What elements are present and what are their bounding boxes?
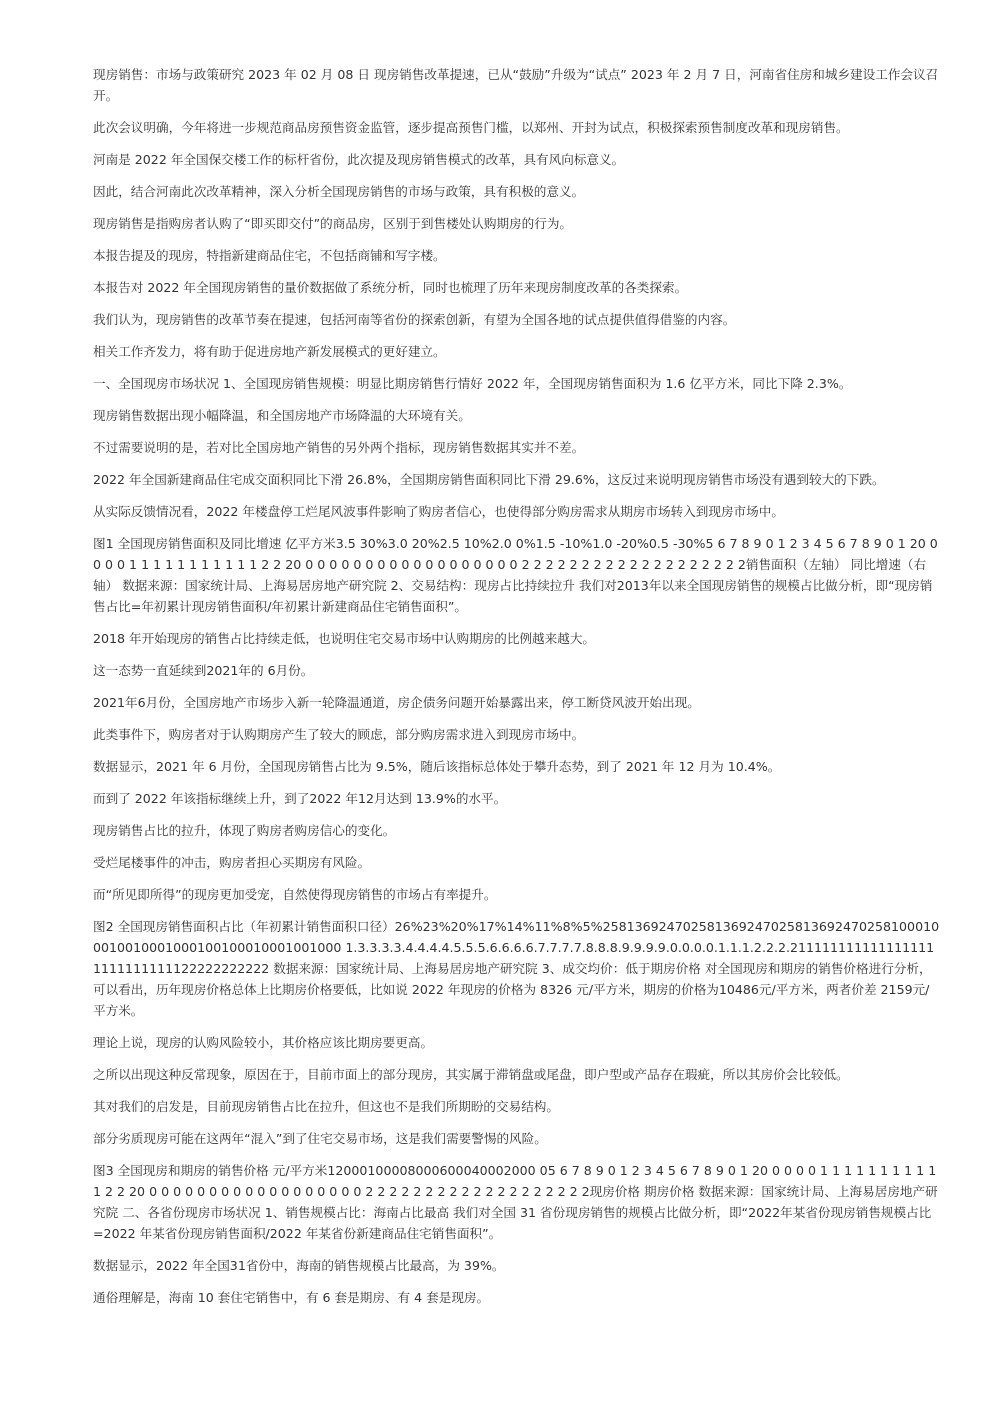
paragraph-20: 数据显示，2021 年 6 月份，全国现房销售占比为 9.5%，随后该指标总体处于攀升态势，到了 2021 年 12 月为 10.4%。 (93, 759, 781, 774)
figure-3-text: 图3 全国现房和期房的销售价格 元/平方米12000100008000600040002000 05 6 7 8 9 0 1 2 3 4 5 6 7 8 9 0 1 20 0 0 0 0 1 1 1 1 1 1 1 1 1 1 1 2 2 20 0 0 0 0 0 0 0 0 0 0 0 0 0 0 0 0 0 0 2 2 2 2 2 2 2 2 2 2 2 2 2 2 2 2 2 2 2现房价格 期房价格 数据来源：国家统计局、上海易居房地产研究院 二、各省份现房市场状况 1、销售规模占比：海南占比最高 我们对全国 31 省份现房销售的规模占比做分析，即“2022年某省份现房销售规模占比=2022 年某省份现房销售面积/2022 年某省份新建商品住宅销售面积”。 (93, 1163, 938, 1241)
paragraph-17: 这一态势一直延续到2021年的 6月份。 (93, 663, 314, 678)
paragraph-2: 此次会议明确，今年将进一步规范商品房预售资金监管，逐步提高预售门槛，以郑州、开封为试点，积极探索预售制度改革和现房销售。 (93, 120, 849, 135)
paragraph-22: 现房销售占比的拉升，体现了购房者购房信心的变化。 (93, 823, 396, 838)
paragraph-1: 现房销售：市场与政策研究 2023 年 02 月 08 日 现房销售改革提速，已从“鼓励”升级为“试点” 2023 年 2 月 7 日，河南省住房和城乡建设工作会议召开。 (93, 67, 939, 103)
paragraph-6: 本报告提及的现房，特指新建商品住宅，不包括商铺和写字楼。 (93, 248, 446, 263)
paragraph-5: 现房销售是指购房者认购了“即买即交付”的商品房，区别于到售楼处认购期房的行为。 (93, 216, 573, 231)
paragraph-27: 之所以出现这种反常现象，原因在于，目前市面上的部分现房，其实属于滞销盘或尾盘，即户型或产品存在瑕疵，所以其房价会比较低。 (93, 1067, 849, 1082)
paragraph-26: 理论上说，现房的认购风险较小，其价格应该比期房要更高。 (93, 1035, 434, 1050)
paragraph-23: 受烂尾楼事件的冲击，购房者担心买期房有风险。 (93, 855, 371, 870)
paragraph-32: 通俗理解是，海南 10 套住宅销售中，有 6 套是期房、有 4 套是现房。 (93, 1290, 490, 1305)
figure-1-text: 图1 全国现房销售面积及同比增速 亿平方米3.5 30%3.0 20%2.5 10%2.0 0%1.5 -10%1.0 -20%0.5 -30%5 6 7 8 9 0 1 2 3 4 5 6 7 8 9 0 1 20 0 0 0 0 1 1 1 1 1 1 1 1 1 1 1 2 2 20 0 0 0 0 0 0 0 0 0 0 0 0 0 0 0 0 0 0 2 2 2 2 2 2 2 2 2 2 2 2 2 2 2 2 2 2 2销售面积（左轴） 同比增速（右轴） 数据来源：国家统计局、上海易居房地产研究院 2、交易结构：现房占比持续拉升 我们对2013年以来全国现房销售的规模占比做分析，即“现房销售占比=年初累计现房销售面积/年初累计新建商品住宅销售面积”。 (93, 536, 938, 614)
paragraph-31: 数据显示，2022 年全国31省份中，海南的销售规模占比最高，为 39%。 (93, 1258, 505, 1273)
paragraph-18: 2021年6月份，全国房地产市场步入新一轮降温通道，房企债务问题开始暴露出来，停工断贷风波开始出现。 (93, 695, 700, 710)
paragraph-24: 而“所见即所得”的现房更加受宠，自然使得现房销售的市场占有率提升。 (93, 887, 497, 902)
paragraph-19: 此类事件下，购房者对于认购期房产生了较大的顾虑，部分购房需求进入到现房市场中。 (93, 727, 585, 742)
paragraph-16: 2018 年开始现房的销售占比持续走低，也说明住宅交易市场中认购期房的比例越来越大。 (93, 631, 596, 646)
paragraph-7: 本报告对 2022 年全国现房销售的量价数据做了系统分析，同时也梳理了历年来现房制度改革的各类探索。 (93, 280, 688, 295)
paragraph-29: 部分劣质现房可能在这两年“混入”到了住宅交易市场，这是我们需要警惕的风险。 (93, 1131, 547, 1146)
paragraph-13: 2022 年全国新建商品住宅成交面积同比下滑 26.8%，全国期房销售面积同比下滑 29.6%，这反过来说明现房销售市场没有遇到较大的下跌。 (93, 472, 885, 487)
paragraph-8: 我们认为，现房销售的改革节奏在提速，包括河南等省份的探索创新，有望为全国各地的试点提供值得借鉴的内容。 (93, 312, 736, 327)
paragraph-11: 现房销售数据出现小幅降温，和全国房地产市场降温的大环境有关。 (93, 408, 471, 423)
paragraph-28: 其对我们的启发是，目前现房销售占比在拉升，但这也不是我们所期盼的交易结构。 (93, 1099, 559, 1114)
paragraph-21: 而到了 2022 年该指标继续上升，到了2022 年12月达到 13.9%的水平。 (93, 791, 507, 806)
figure-2-text: 图2 全国现房销售面积占比（年初累计销售面积口径）26%23%20%17%14%11%8%5%2581369247025813692470258136924702581000100010010001000100100010001001000 1.3.3.3.3.4.4.4.4.5.5.5.6.6.6.6.7.7.7.7.8.8.8.9.9.9.9.0.0.0.0.1.1.1.2.2.2.2111111111111111111111111111122222222222 数据来源：国家统计局、上海易居房地产研究院 3、成交均价：低于期房价格 对全国现房和期房的销售价格进行分析，可以看出，历年现房价格总体上比期房价格要低，比如说 2022 年现房的价格为 8326 元/平方米，期房的价格为10486元/平方米，两者价差 2159元/平方米。 (93, 919, 940, 1018)
paragraph-3: 河南是 2022 年全国保交楼工作的标杆省份，此次提及现房销售模式的改革，具有风向标意义。 (93, 152, 625, 167)
paragraph-10: 一、全国现房市场状况 1、全国现房销售规模：明显比期房销售行情好 2022 年，全国现房销售面积为 1.6 亿平方米，同比下降 2.3%。 (93, 376, 852, 391)
paragraph-4: 因此，结合河南此次改革精神，深入分析全国现房销售的市场与政策，具有积极的意义。 (93, 184, 585, 199)
paragraph-12: 不过需要说明的是，若对比全国房地产销售的另外两个指标，现房销售数据其实并不差。 (93, 440, 585, 455)
paragraph-14: 从实际反馈情况看，2022 年楼盘停工烂尾风波事件影响了购房者信心，也使得部分购房需求从期房市场转入到现房市场中。 (93, 504, 784, 519)
paragraph-9: 相关工作齐发力，将有助于促进房地产新发展模式的更好建立。 (93, 344, 446, 359)
